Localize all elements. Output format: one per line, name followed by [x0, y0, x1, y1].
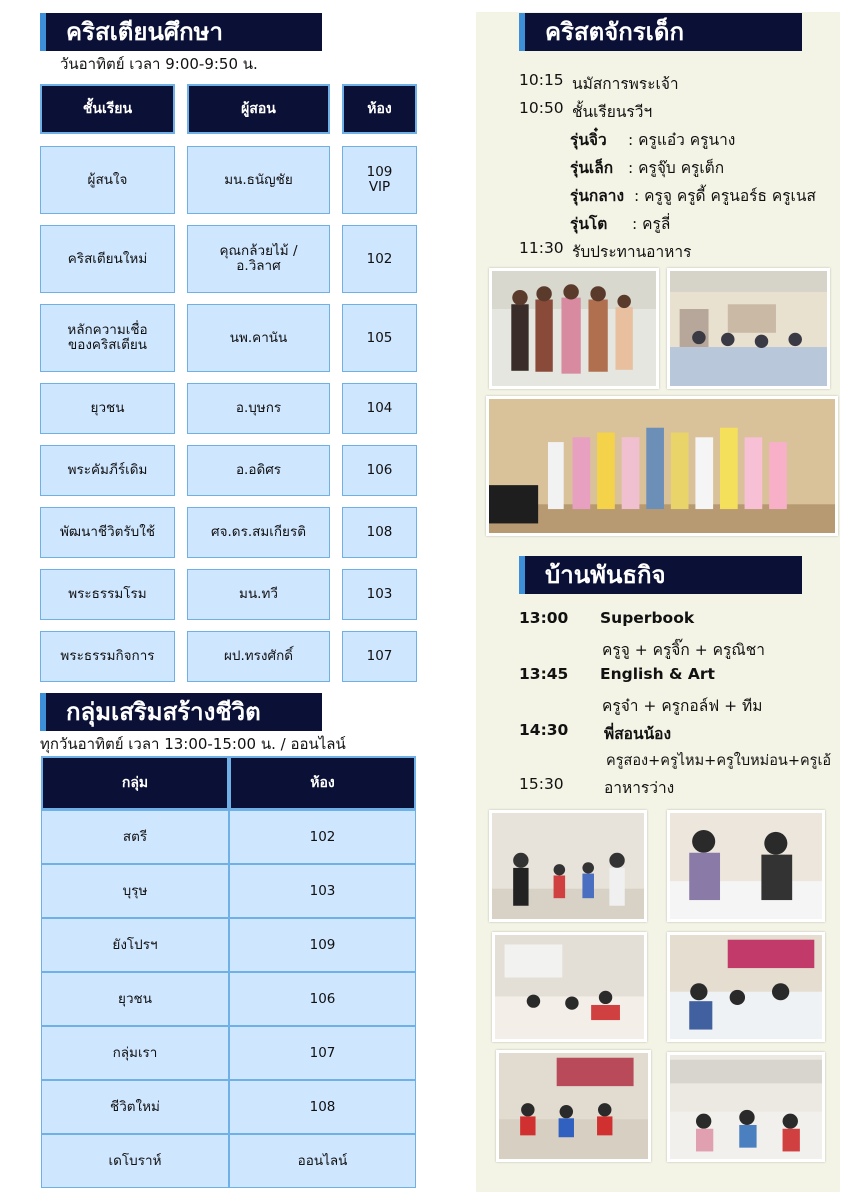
- teacher-cell: คุณกล้วยไม้ / อ.วิลาศ: [187, 225, 330, 293]
- room-cell: 102: [229, 810, 416, 864]
- class-cell: พระคัมภีร์เดิม: [40, 445, 175, 496]
- mission-item-detail: ครูจู + ครูจิ๊ก + ครูณิชา: [602, 641, 765, 659]
- classroom-activity-photo-4: [667, 932, 825, 1042]
- mission-time: 13:00: [519, 609, 569, 627]
- room-cell: 109 VIP: [342, 146, 417, 214]
- life-groups-title: กลุ่มเสริมสร้างชีวิต: [40, 693, 322, 731]
- kids-stage-group-photo: [486, 396, 838, 536]
- kids-costume-photo: [489, 268, 659, 389]
- room-cell: 107: [342, 631, 417, 682]
- class-teachers: : ครูแอ๋ว ครูนาง: [628, 131, 736, 149]
- group-cell: ชีวิตใหม่: [41, 1080, 229, 1134]
- mission-time: 15:30: [519, 775, 564, 793]
- christian-ed-subtitle: วันอาทิตย์ เวลา 9:00-9:50 น.: [60, 55, 258, 73]
- mission-house-title: บ้านพันธกิจ: [519, 556, 802, 594]
- class-teachers: : ครูจู ครูดี้ ครูนอร์ธ ครูเนส: [634, 187, 816, 205]
- teacher-cell: มน.ธนัญชัย: [187, 146, 330, 214]
- class-cell: ยุวชน: [40, 383, 175, 434]
- mission-item-title: English & Art: [600, 665, 715, 683]
- room-cell: ออนไลน์: [229, 1134, 416, 1188]
- meal-time: 11:30: [519, 239, 564, 257]
- room-cell: 103: [229, 864, 416, 918]
- group-cell: ยังโปรฯ: [41, 918, 229, 972]
- col-header-teacher: ผู้สอน: [187, 84, 330, 134]
- mission-time: 14:30: [519, 721, 569, 739]
- col-header-class: ชั้นเรียน: [40, 84, 175, 134]
- room-cell: 102: [342, 225, 417, 293]
- col-header-room: ห้อง: [229, 756, 416, 810]
- class-cell: หลักความเชื่อ ของคริสเตียน: [40, 304, 175, 372]
- teacher-cell: อ.บุษกร: [187, 383, 330, 434]
- room-cell: 109: [229, 918, 416, 972]
- schedule-time: 10:15: [519, 71, 564, 89]
- col-header-group: กลุ่ม: [41, 756, 229, 810]
- group-cell: เดโบราห์: [41, 1134, 229, 1188]
- classroom-activity-photo-5: [496, 1050, 651, 1162]
- christian-ed-title: คริสเตียนศึกษา: [40, 13, 322, 51]
- col-header-room: ห้อง: [342, 84, 417, 134]
- teacher-cell: นพ.คานัน: [187, 304, 330, 372]
- mission-item-title: Superbook: [600, 609, 695, 627]
- room-cell: 106: [342, 445, 417, 496]
- class-name: รุ่นเล็ก: [570, 159, 614, 177]
- room-cell: 104: [342, 383, 417, 434]
- schedule-time: 10:50: [519, 99, 564, 117]
- room-cell: 107: [229, 1026, 416, 1080]
- mission-item-title: พี่สอนน้อง: [604, 725, 672, 743]
- group-cell: ยุวชน: [41, 972, 229, 1026]
- room-cell: 108: [342, 507, 417, 558]
- class-name: รุ่นโต: [570, 215, 608, 233]
- kids-church-title: คริสตจักรเด็ก: [519, 13, 802, 51]
- class-cell: ผู้สนใจ: [40, 146, 175, 214]
- class-name: รุ่นจิ๋ว: [570, 131, 607, 149]
- class-name: รุ่นกลาง: [570, 187, 625, 205]
- room-cell: 106: [229, 972, 416, 1026]
- teacher-cell: ศจ.ดร.สมเกียรติ: [187, 507, 330, 558]
- mission-item-title: อาหารว่าง: [604, 779, 675, 797]
- classroom-activity-photo-3: [492, 932, 647, 1042]
- life-groups-subtitle: ทุกวันอาทิตย์ เวลา 13:00-15:00 น. / ออนไลน์: [40, 735, 346, 753]
- teacher-cell: อ.อดิศร: [187, 445, 330, 496]
- room-cell: 103: [342, 569, 417, 620]
- schedule-text: นมัสการพระเจ้า: [572, 75, 679, 93]
- class-cell: คริสเตียนใหม่: [40, 225, 175, 293]
- meal-text: รับประทานอาหาร: [572, 243, 692, 261]
- class-teachers: : ครูลี่: [632, 215, 671, 233]
- kids-worship-room-photo: [667, 268, 830, 389]
- group-cell: กลุ่มเรา: [41, 1026, 229, 1080]
- group-cell: สตรี: [41, 810, 229, 864]
- classroom-activity-photo-6: [667, 1052, 825, 1162]
- class-cell: พัฒนาชีวิตรับใช้: [40, 507, 175, 558]
- group-cell: บุรุษ: [41, 864, 229, 918]
- mission-time: 13:45: [519, 665, 569, 683]
- schedule-text: ชั้นเรียนรวีฯ: [572, 103, 653, 121]
- room-cell: 108: [229, 1080, 416, 1134]
- mission-item-detail: ครูจ๋า + ครูกอล์ฟ + ทีม: [602, 697, 763, 715]
- class-cell: พระธรรมกิจการ: [40, 631, 175, 682]
- room-cell: 105: [342, 304, 417, 372]
- mission-item-detail: ครูสอง+ครูไหม+ครูใบหม่อน+ครูเอ้: [606, 753, 832, 769]
- class-teachers: : ครูจุ๊บ ครูเต็ก: [628, 159, 725, 177]
- teacher-cell: ผป.ทรงศักดิ์: [187, 631, 330, 682]
- classroom-activity-photo-2: [667, 810, 825, 922]
- class-cell: พระธรรมโรม: [40, 569, 175, 620]
- classroom-activity-photo-1: [489, 810, 647, 922]
- teacher-cell: มน.ทวี: [187, 569, 330, 620]
